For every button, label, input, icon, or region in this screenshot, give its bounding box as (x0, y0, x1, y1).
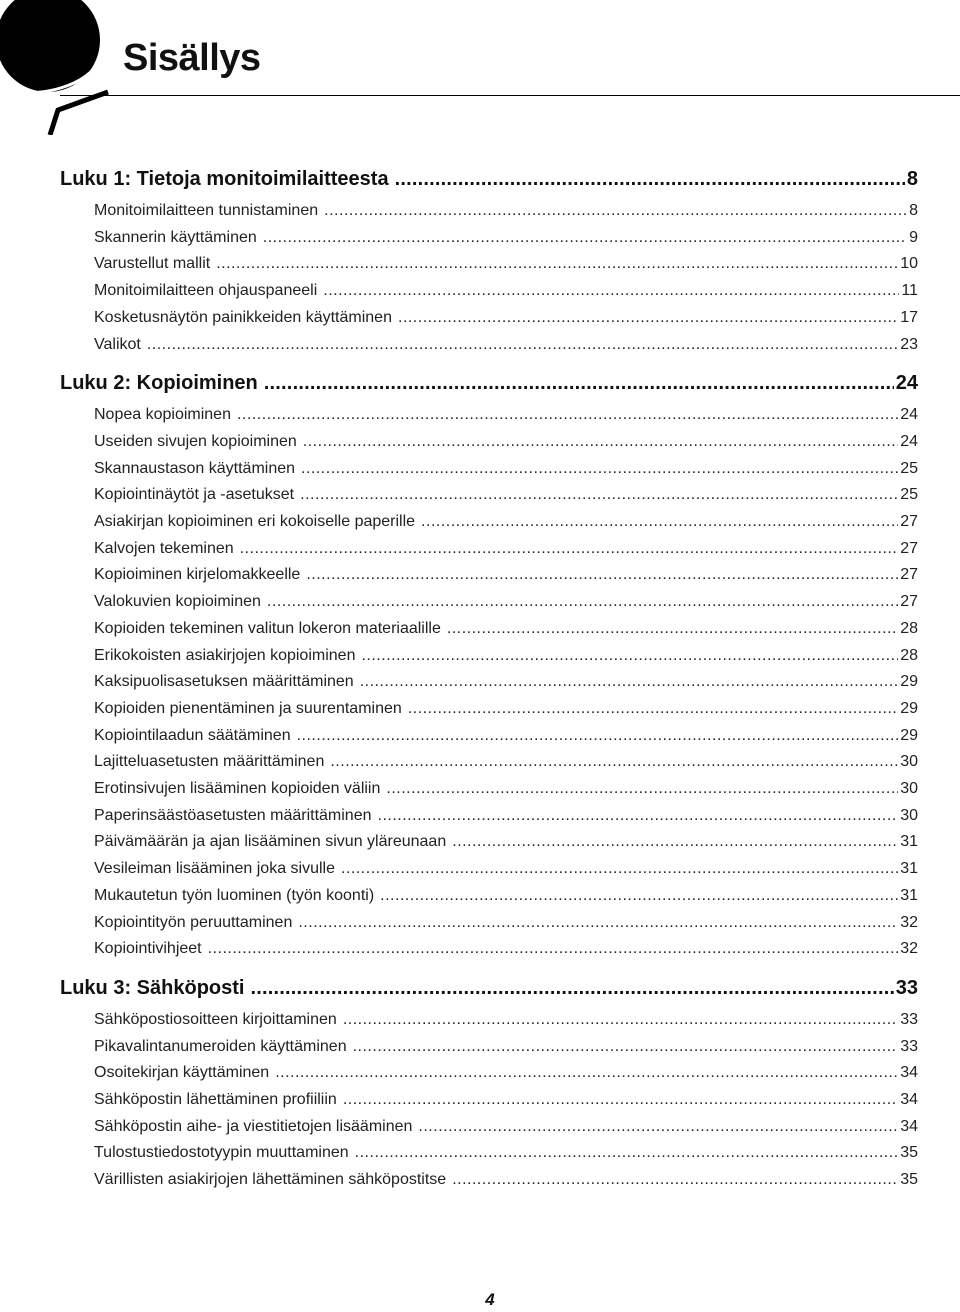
toc-page-number: 33 (900, 1037, 918, 1055)
dot-leader (216, 255, 898, 273)
toc-page-number: 29 (900, 673, 918, 691)
toc-page-number: 24 (900, 432, 918, 450)
toc-title: Kopiointivihjeet (94, 940, 202, 958)
toc-page-number: 8 (906, 168, 918, 190)
dot-leader (418, 1118, 898, 1136)
dot-leader (341, 860, 898, 878)
toc-page-number: 32 (900, 913, 918, 931)
toc-entry[interactable] (94, 700, 918, 718)
toc-title: Sähköpostiosoitteen kirjoittaminen (94, 1010, 337, 1028)
toc-entry[interactable] (94, 1144, 918, 1162)
page-title: Sisällys (123, 37, 261, 79)
toc-title: Erotinsivujen lisääminen kopioiden väliin (94, 780, 381, 797)
dot-leader (447, 620, 898, 638)
dot-leader (323, 282, 899, 300)
toc-entry[interactable] (94, 753, 918, 771)
toc-page-number: 31 (900, 833, 918, 851)
dot-leader (250, 977, 893, 1000)
toc-entry[interactable] (94, 229, 918, 247)
toc-page-number: 33 (900, 1010, 918, 1028)
toc-page-number: 35 (900, 1144, 918, 1162)
toc-page-number: 17 (900, 308, 918, 326)
toc-title: Monitoimilaitteen tunnistaminen (94, 202, 319, 219)
toc-title: Vesileiman lisääminen joka sivulle (94, 860, 336, 878)
toc-title: Useiden sivujen kopioiminen (94, 432, 297, 450)
dot-leader (378, 807, 899, 825)
toc-entry[interactable] (94, 1011, 918, 1029)
dot-leader (306, 566, 898, 584)
toc-title: Luku 2: Kopioiminen (60, 372, 258, 395)
toc-entry[interactable] (94, 336, 918, 354)
toc-entry[interactable] (94, 593, 918, 611)
dot-leader (298, 914, 898, 932)
toc-title: Paperinsäästöasetusten määrittäminen (94, 806, 372, 824)
toc-title: Varustellut mallit (94, 255, 211, 273)
toc-page-number: 27 (900, 513, 918, 530)
dot-leader (360, 673, 899, 691)
toc-title: Sähköpostin aihe- ja viestitietojen lisääminen (94, 1117, 413, 1135)
dot-leader (380, 887, 898, 905)
toc-entry[interactable] (94, 406, 918, 424)
dot-leader (343, 1091, 898, 1109)
toc-entry[interactable] (94, 1038, 918, 1056)
toc-title: Kopiointityön peruuttaminen (94, 913, 293, 931)
dot-leader (263, 229, 907, 247)
toc-title: Värillisten asiakirjojen lähettäminen sähköpostitse (94, 1171, 447, 1189)
toc-page-number: 28 (900, 646, 918, 664)
toc-title: Kopioiden tekeminen valitun lokeron materiaalille (94, 619, 441, 637)
chapter-logo (0, 0, 110, 135)
toc-page-number: 35 (900, 1171, 918, 1189)
toc-title: Osoitekirjan käyttäminen (94, 1064, 270, 1082)
toc-entry[interactable] (94, 1064, 918, 1082)
toc-entry[interactable] (94, 620, 918, 638)
toc-chapter[interactable] (60, 168, 918, 191)
toc-page-number: 30 (900, 753, 918, 771)
toc-page-number: 9 (909, 228, 918, 246)
dot-leader (361, 647, 898, 665)
dot-leader (395, 168, 905, 191)
toc-entry[interactable] (94, 255, 918, 273)
toc-page-number: 8 (909, 202, 918, 219)
toc-entry[interactable] (94, 460, 918, 478)
dot-leader (452, 1171, 898, 1189)
toc-title: Luku 1: Tietoja monitoimilaitteesta (60, 168, 389, 190)
dot-leader (343, 1011, 898, 1029)
toc-page-number: 30 (900, 806, 918, 824)
toc-title: Tulostustiedostotyypin muuttaminen (94, 1144, 349, 1162)
toc-page-number: 24 (900, 406, 918, 424)
toc-page-number: 11 (901, 282, 918, 300)
toc-page-number: 34 (900, 1064, 918, 1082)
toc-entry[interactable] (94, 309, 918, 327)
dot-leader (267, 593, 898, 611)
dot-leader (353, 1038, 899, 1056)
toc-entry[interactable] (94, 887, 918, 905)
toc-page-number: 23 (900, 335, 918, 353)
dot-leader (264, 372, 894, 395)
toc-page-number: 31 (900, 860, 918, 878)
toc-title: Luku 3: Sähköposti (60, 976, 245, 999)
toc-page-number: 10 (900, 255, 918, 273)
dot-leader (355, 1144, 899, 1162)
dot-leader (398, 309, 898, 327)
toc-page-number: 29 (900, 699, 918, 717)
toc-title: Skannaustason käyttäminen (94, 459, 296, 477)
toc-entry[interactable] (94, 513, 918, 531)
toc-page-number: 25 (900, 459, 918, 477)
toc-entry[interactable] (94, 647, 918, 665)
toc-page-number: 27 (900, 539, 918, 557)
toc-title: Kopiointinäytöt ja -asetukset (94, 486, 295, 504)
toc-page-number: 34 (900, 1091, 918, 1108)
toc-page-number: 27 (900, 566, 918, 584)
toc-page-number: 32 (900, 940, 918, 958)
toc-entry[interactable] (94, 433, 918, 451)
dot-leader (297, 727, 899, 745)
toc-page-number: 30 (900, 780, 918, 797)
dot-leader (452, 833, 898, 851)
toc-entry[interactable] (94, 486, 918, 504)
toc-title: Kaksipuolisasetuksen määrittäminen (94, 673, 354, 691)
toc-title: Nopea kopioiminen (94, 406, 231, 424)
dot-leader (303, 433, 898, 451)
toc-page-number: 27 (900, 593, 918, 611)
toc-entry[interactable] (94, 540, 918, 558)
toc-entry[interactable] (94, 1091, 918, 1109)
toc-page-number: 28 (900, 619, 918, 637)
dot-leader (275, 1064, 898, 1082)
dot-leader (330, 753, 898, 771)
toc-title: Päivämäärän ja ajan lisääminen sivun yläreunaan (94, 833, 447, 851)
toc-page-number: 24 (895, 372, 918, 395)
toc-entry[interactable] (94, 282, 918, 300)
toc-page-number: 29 (900, 726, 918, 744)
toc-title: Kopioiden pienentäminen ja suurentaminen (94, 699, 402, 717)
dot-leader (147, 336, 898, 354)
toc-entry[interactable] (94, 566, 918, 584)
toc-entry[interactable] (94, 860, 918, 878)
dot-leader (240, 540, 899, 558)
toc-title: Kalvojen tekeminen (94, 539, 234, 557)
toc-chapter[interactable] (60, 372, 918, 395)
toc-entry[interactable] (94, 914, 918, 932)
dot-leader (421, 513, 898, 531)
toc-title: Monitoimilaitteen ohjauspaneeli (94, 282, 318, 300)
page-number: 4 (485, 1290, 495, 1309)
toc-entry[interactable] (94, 780, 918, 798)
toc-title: Lajitteluasetusten määrittäminen (94, 753, 325, 771)
toc-page-number: 33 (895, 976, 918, 999)
dot-leader (300, 486, 898, 504)
dot-leader (324, 202, 907, 220)
toc-entry[interactable] (94, 807, 918, 825)
toc-title: Kopioiminen kirjelomakkeelle (94, 566, 301, 584)
toc-chapter[interactable] (60, 977, 918, 1000)
toc-title: Kosketusnäytön painikkeiden käyttäminen (94, 308, 392, 326)
toc-page-number: 34 (900, 1117, 918, 1135)
toc-title: Erikokoisten asiakirjojen kopioiminen (94, 646, 356, 664)
toc-title: Pikavalintanumeroiden käyttäminen (94, 1037, 347, 1055)
toc-entry[interactable] (94, 673, 918, 691)
toc-entry[interactable] (94, 727, 918, 745)
toc-title: Valikot (94, 335, 141, 353)
dot-leader (386, 780, 898, 798)
toc-entry[interactable] (94, 202, 918, 220)
toc-entry[interactable] (94, 940, 918, 958)
dot-leader (301, 460, 898, 478)
toc-title: Skannerin käyttäminen (94, 228, 257, 246)
toc-title: Sähköpostin lähettäminen profiiliin (94, 1091, 337, 1108)
toc-entry[interactable] (94, 1118, 918, 1136)
dot-leader (208, 940, 899, 958)
toc-title: Asiakirjan kopioiminen eri kokoiselle paperille (94, 513, 416, 530)
toc-title: Kopiointilaadun säätäminen (94, 726, 291, 744)
toc-title: Mukautetun työn luominen (työn koonti) (94, 886, 375, 904)
toc-page-number: 25 (900, 486, 918, 504)
title-rule (60, 95, 960, 96)
dot-leader (237, 406, 898, 424)
toc-entry[interactable] (94, 833, 918, 851)
toc-page-number: 31 (900, 886, 918, 904)
toc-entry[interactable] (94, 1171, 918, 1189)
toc-title: Valokuvien kopioiminen (94, 593, 261, 611)
dot-leader (408, 700, 898, 718)
